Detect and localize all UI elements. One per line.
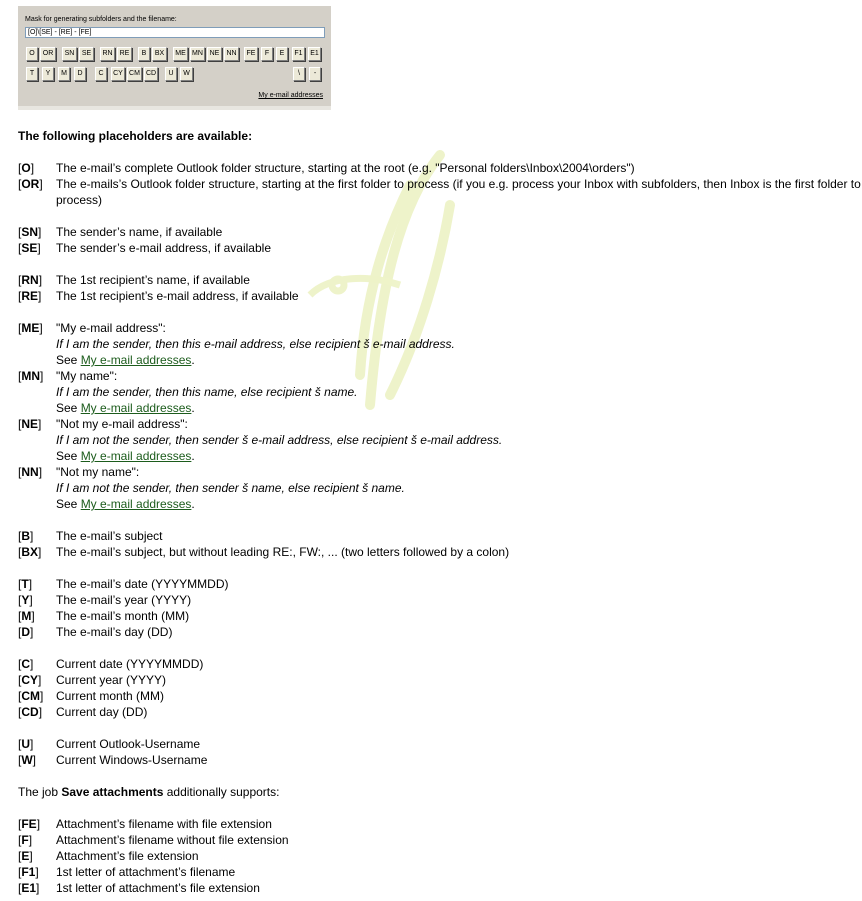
code-w: [W] <box>18 753 37 767</box>
note-me-text: If I am the sender, then this e-mail address, else recipient š e-mail address. <box>56 337 455 351</box>
placeholders-heading: The following placeholders are available: <box>18 129 253 143</box>
placeholder-button-e1[interactable]: E1 <box>308 47 321 61</box>
email-addresses-link[interactable]: My e-mail addresses <box>258 92 323 99</box>
desc-c: Current date (YYYYMMDD) <box>56 657 204 671</box>
code-se: [SE] <box>18 241 41 255</box>
code-f1: [F1] <box>18 865 39 879</box>
desc-re: The 1st recipient’s e-mail address, if available <box>56 289 299 303</box>
code-cm: [CM] <box>18 689 44 703</box>
placeholder-button-cd[interactable]: CD <box>144 67 158 81</box>
desc-or: The e-mails’s Outlook folder structure, starting at the first folder to process (if you e.g. process your Inbox with subfolders, then Inbox is the first folder to process) <box>56 177 861 207</box>
code-mn: [MN] <box>18 369 44 383</box>
email-addresses-link-mn[interactable]: My e-mail addresses <box>80 401 192 415</box>
placeholder-button-re[interactable]: RE <box>117 47 132 61</box>
desc-m: The e-mail’s month (MM) <box>56 609 190 623</box>
code-c: [C] <box>18 657 34 671</box>
code-fe: [FE] <box>18 817 41 831</box>
desc-e1: 1st letter of attachment’s file extension <box>56 881 260 895</box>
code-e: [E] <box>18 849 33 863</box>
placeholder-button-backslash[interactable]: \ <box>293 67 305 81</box>
code-f: [F] <box>18 833 33 847</box>
desc-bx: The e-mail’s subject, but without leading RE:, FW:, ... (two letters followed by a colon) <box>56 545 510 559</box>
code-re: [RE] <box>18 289 42 303</box>
desc-me: "My e-mail address": <box>56 321 166 335</box>
email-addresses-link-me[interactable]: My e-mail addresses <box>80 353 192 367</box>
placeholder-button-or[interactable]: OR <box>40 47 56 61</box>
placeholder-button-f1[interactable]: F1 <box>292 47 305 61</box>
note-mn-text: If I am the sender, then this name, else recipient š name. <box>56 385 358 399</box>
desc-y: The e-mail’s year (YYYY) <box>56 593 192 607</box>
placeholder-button-u[interactable]: U <box>165 67 177 81</box>
desc-nn: "Not my name": <box>56 465 140 479</box>
placeholder-button-d[interactable]: D <box>74 67 86 81</box>
code-t: [T] <box>18 577 33 591</box>
placeholder-button-e[interactable]: E <box>276 47 288 61</box>
dialog-bottom-edge <box>18 106 331 110</box>
email-addresses-link-nn[interactable]: My e-mail addresses <box>80 497 192 511</box>
code-y: [Y] <box>18 593 33 607</box>
placeholder-button-b[interactable]: B <box>138 47 150 61</box>
code-nn: [NN] <box>18 465 43 479</box>
see-mn-text: See My e-mail addresses. <box>56 401 195 415</box>
desc-cd: Current day (DD) <box>56 705 148 719</box>
mask-dialog <box>18 6 331 110</box>
code-ne: [NE] <box>18 417 42 431</box>
desc-b: The e-mail’s subject <box>56 529 163 543</box>
desc-rn: The 1st recipient’s name, if available <box>56 273 250 287</box>
desc-se: The sender’s e-mail address, if available <box>56 241 271 255</box>
code-sn: [SN] <box>18 225 42 239</box>
desc-e: Attachment’s file extension <box>56 849 199 863</box>
placeholder-button-mn[interactable]: MN <box>190 47 205 61</box>
code-or: [OR] <box>18 177 43 191</box>
note-ne-text: If I am not the sender, then sender š e-mail address, else recipient š e-mail address. <box>56 433 503 447</box>
placeholder-button-bx[interactable]: BX <box>152 47 167 61</box>
see-nn-text: See My e-mail addresses. <box>56 497 195 511</box>
desc-cy: Current year (YYYY) <box>56 673 167 687</box>
desc-cm: Current month (MM) <box>56 689 165 703</box>
code-b: [B] <box>18 529 34 543</box>
placeholder-button-fe[interactable]: FE <box>244 47 258 61</box>
placeholder-button-nn[interactable]: NN <box>224 47 239 61</box>
mask-input[interactable]: [O]\[SE] - [RE] - [FE] <box>25 27 325 38</box>
desc-f: Attachment’s filename without file extension <box>56 833 289 847</box>
code-bx: [BX] <box>18 545 42 559</box>
placeholder-button-se[interactable]: SE <box>79 47 94 61</box>
placeholder-button-o[interactable]: O <box>26 47 38 61</box>
see-ne-text: See My e-mail addresses. <box>56 449 195 463</box>
placeholder-button-sn[interactable]: SN <box>62 47 77 61</box>
code-me: [ME] <box>18 321 43 335</box>
desc-fe: Attachment’s filename with file extension <box>56 817 272 831</box>
code-m: [M] <box>18 609 35 623</box>
desc-sn: The sender’s name, if available <box>56 225 223 239</box>
note-nn-text: If I am not the sender, then sender š name, else recipient š name. <box>56 481 405 495</box>
code-e1: [E1] <box>18 881 40 895</box>
desc-d: The e-mail’s day (DD) <box>56 625 173 639</box>
placeholder-button-f[interactable]: F <box>261 47 273 61</box>
code-rn: [RN] <box>18 273 43 287</box>
desc-w: Current Windows-Username <box>56 753 208 767</box>
code-cy: [CY] <box>18 673 42 687</box>
placeholder-button-cy[interactable]: CY <box>111 67 125 81</box>
code-d: [D] <box>18 625 34 639</box>
code-o: [O] <box>18 161 35 175</box>
desc-u: Current Outlook-Username <box>56 737 201 751</box>
desc-f1: 1st letter of attachment’s filename <box>56 865 236 879</box>
job-note: The job Save attachments additionally supports: <box>18 785 280 799</box>
code-cd: [CD] <box>18 705 43 719</box>
placeholder-button-dash[interactable]: - <box>309 67 321 81</box>
code-u: [U] <box>18 737 34 751</box>
placeholder-button-t[interactable]: T <box>26 67 38 81</box>
placeholder-button-ne[interactable]: NE <box>207 47 222 61</box>
email-addresses-link-ne[interactable]: My e-mail addresses <box>80 449 192 463</box>
desc-mn: "My name": <box>56 369 118 383</box>
placeholder-button-w[interactable]: W <box>180 67 193 81</box>
see-me-text: See My e-mail addresses. <box>56 353 195 367</box>
desc-o: The e-mail’s complete Outlook folder structure, starting at the root (e.g. "Personal folders\Inbox\2004\orders") <box>56 161 635 175</box>
placeholder-button-me[interactable]: ME <box>173 47 188 61</box>
placeholder-button-rn[interactable]: RN <box>100 47 115 61</box>
desc-ne: "Not my e-mail address": <box>56 417 188 431</box>
placeholder-button-m[interactable]: M <box>58 67 70 81</box>
placeholder-button-cm[interactable]: CM <box>127 67 142 81</box>
desc-t: The e-mail’s date (YYYYMMDD) <box>56 577 229 591</box>
placeholder-button-c[interactable]: C <box>95 67 107 81</box>
mask-label: Mask for generating subfolders and the filename: <box>25 16 177 23</box>
placeholder-button-y[interactable]: Y <box>42 67 54 81</box>
